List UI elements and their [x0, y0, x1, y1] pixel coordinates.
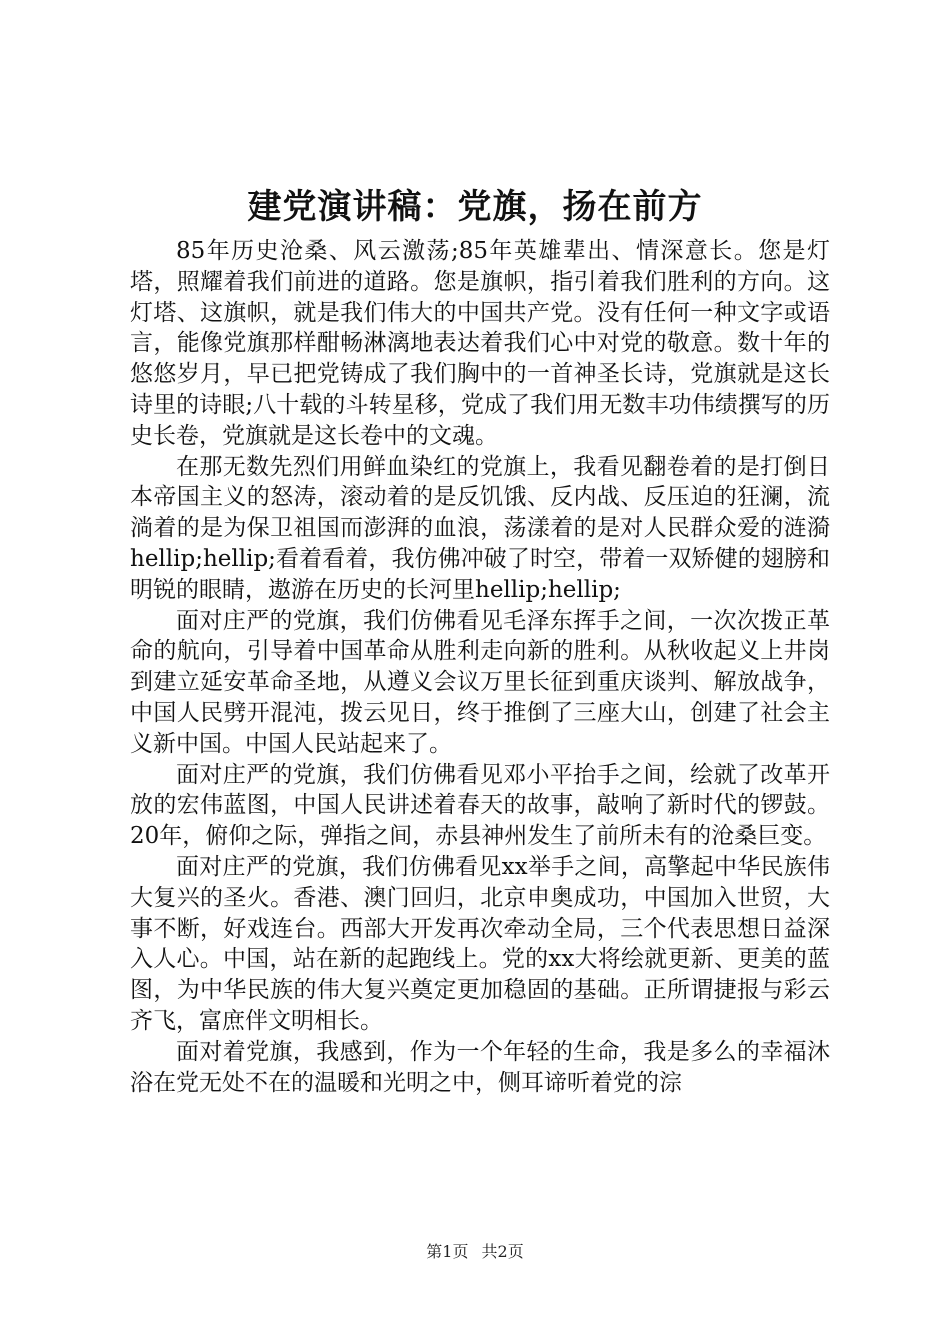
paragraph: 面对庄严的党旗，我们仿佛看见xx举手之间，高擎起中华民族伟大复兴的圣火。香港、澳门回归，北京申奥成功，中国加入世贸，大事不断，好戏连台。西部大开发再次牵动全局，三个代表思想日益深入人心。中国，站在新的起跑线上。党的xx大将绘就更新、更美的蓝图，为中华民族的伟大复兴奠定更加稳固的基础。正所谓捷报与彩云齐飞，富庶伴文明相长。: [130, 853, 830, 1034]
paragraph: 面对庄严的党旗，我们仿佛看见邓小平抬手之间，绘就了改革开放的宏伟蓝图，中国人民讲述着春天的故事，敲响了新时代的锣鼓。20年，俯仰之际，弹指之间，赤县神州发生了前所未有的沧桑巨变。: [130, 761, 830, 850]
paragraph: 85年历史沧桑、风云激荡;85年英雄辈出、情深意长。您是灯塔，照耀着我们前进的道路。您是旗帜，指引着我们胜利的方向。这灯塔、这旗帜，就是我们伟大的中国共产党。没有任何一种文字或语言，能像党旗那样酣畅淋漓地表达着我们心中对党的敬意。数十年的悠悠岁月，早已把党铸成了我们胸中的一首神圣长诗，党旗就是这长诗里的诗眼;八十载的斗转星移，党成了我们用无数丰功伟绩撰写的历史长卷，党旗就是这长卷中的文魂。: [130, 238, 830, 449]
paragraph: 面对庄严的党旗，我们仿佛看见毛泽东挥手之间，一次次拨正革命的航向，引导着中国革命从胜利走向新的胜利。从秋收起义上井岗到建立延安革命圣地，从遵义会议万里长征到重庆谈判、解放战争，中国人民劈开混沌，拨云见日，终于推倒了三座大山，创建了社会主义新中国。中国人民站起来了。: [130, 607, 830, 757]
page-footer: [0, 1240, 950, 1264]
document-body: [130, 236, 830, 1098]
paragraph: 面对着党旗，我感到，作为一个年轻的生命，我是多么的幸福沐浴在党无处不在的温暖和光明之中，侧耳谛听着党的淙: [130, 1038, 830, 1096]
paragraph: 在那无数先烈们用鲜血染红的党旗上，我看见翻卷着的是打倒日本帝国主义的怒涛，滚动着的是反饥饿、反内战、反压迫的狂澜，流淌着的是为保卫祖国而澎湃的血浪，荡漾着的是对人民群众爱的涟漪hellip;hellip;看着看着，我仿佛冲破了时空，带着一双矫健的翅膀和明锐的眼睛，遨游在历史的长河里hellip;hellip;: [130, 453, 830, 603]
page-number: 第1页: [426, 1242, 469, 1261]
page-total: 共2页: [481, 1242, 524, 1261]
document-title: 建党演讲稿：党旗，扬在前方: [247, 187, 703, 227]
